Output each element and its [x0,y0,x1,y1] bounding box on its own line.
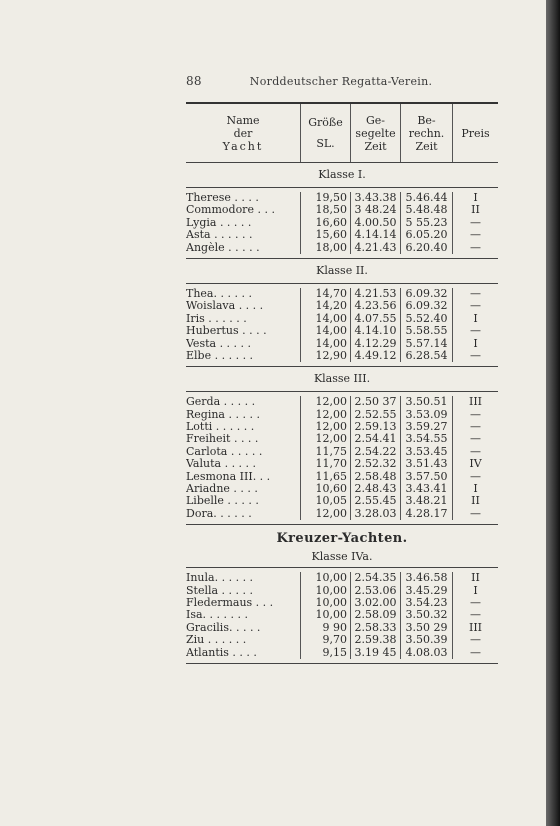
size-cell: 9,70 [300,634,350,646]
results-table [186,102,498,664]
corrected-time: 3.53.09 [400,409,452,421]
sailed-time: 2.59.38 [350,634,400,646]
prize: — [452,471,498,483]
table-row [186,471,498,483]
running-header [186,74,506,88]
prize: III [452,622,498,634]
corrected-time: 3.43.41 [400,483,452,495]
yacht-name: Lesmona III. . . [186,470,271,483]
table-row [186,229,498,241]
yacht-name: Isa. . . . . . . [186,609,249,622]
size-cell: 9,15 [300,647,350,659]
size-cell: 12,00 [300,433,350,445]
yacht-name: Thea. . . . . . [186,287,252,300]
yacht-name: Carlota . . . . . [186,445,263,458]
yacht-name: Atlantis . . . . [186,646,257,659]
table-row [186,350,498,362]
prize: II [452,495,498,507]
sailed-time: 4.12.29 [350,338,400,350]
size-cell: 16,60 [300,217,350,229]
corrected-time: 3.50.51 [400,396,452,408]
header-segelte-zeit: Ge- segelte Zeit [350,104,400,162]
table-body [186,163,498,664]
yacht-name: Asta . . . . . . [186,229,253,242]
corrected-time: 3.51.43 [400,458,452,470]
size-cell: 14,20 [300,300,350,312]
corrected-time: 3.50.39 [400,634,452,646]
table-row [186,242,498,254]
corrected-time: 3.48.21 [400,495,452,507]
corrected-time: 4.08.03 [400,647,452,659]
table-row [186,325,498,337]
size-cell: 11,70 [300,458,350,470]
prize: II [452,204,498,216]
table-row [186,217,498,229]
section-rows [186,188,498,258]
prize: — [452,288,498,300]
sailed-time: 2.55.45 [350,495,400,507]
table-row [186,421,498,433]
prize: I [452,483,498,495]
yacht-name: Therese . . . . [186,192,259,204]
sailed-time: 4.14.10 [350,325,400,337]
table-row [186,572,498,584]
prize: — [452,350,498,362]
size-cell: 12,90 [300,350,350,362]
section-rule [186,524,498,525]
prize: — [452,421,498,433]
sailed-time: 4.23.56 [350,300,400,312]
section-rule [186,663,498,664]
size-cell: 10,00 [300,597,350,609]
corrected-time: 5.52.40 [400,313,452,325]
sailed-time: 2.54.22 [350,446,400,458]
table-row [186,597,498,609]
prize: I [452,585,498,597]
table-row [186,338,498,350]
corrected-time: 3.46.58 [400,572,452,584]
size-cell: 14,00 [300,325,350,337]
sailed-time: 2.48.43 [350,483,400,495]
prize: — [452,609,498,621]
corrected-time: 6.09.32 [400,288,452,300]
page-number: 88 [186,74,202,88]
table-row [186,409,498,421]
prize: — [452,325,498,337]
corrected-time: 5.48.48 [400,204,452,216]
binding-shadow [546,0,560,826]
prize: — [452,634,498,646]
corrected-time: 5 55.23 [400,217,452,229]
section-rows [186,284,498,366]
size-cell: 10,05 [300,495,350,507]
sailed-time: 2.50 37 [350,396,400,408]
sailed-time: 2.58.48 [350,471,400,483]
table-row [186,483,498,495]
table-row [186,458,498,470]
section-rows [186,392,498,524]
table-row [186,192,498,204]
sailed-time: 3.02.00 [350,597,400,609]
size-cell: 11,75 [300,446,350,458]
yacht-name: Inula. . . . . . [186,572,254,585]
sailed-time: 2.54.35 [350,572,400,584]
size-cell: 10,00 [300,585,350,597]
prize: I [452,338,498,350]
table-row [186,585,498,597]
corrected-time: 3.59.27 [400,421,452,433]
prize: — [452,508,498,520]
table-row [186,396,498,408]
yacht-name: Angèle . . . . . [186,241,260,254]
running-title: Norddeutscher Regatta-Verein. [249,75,433,88]
header-berechnete-zeit: Be- rechn. Zeit [400,104,452,162]
yacht-name: Vesta . . . . . [186,337,252,350]
section-heading: Kreuzer-Yachten. [276,531,408,547]
yacht-name: Woislava . . . . [186,300,264,313]
yacht-name: Lygia . . . . . [186,216,252,229]
table-row [186,288,498,300]
table-row [186,508,498,520]
header-size: Größe SL. [300,104,350,162]
size-cell: 14,70 [300,288,350,300]
section-title: Klasse IVa. [311,550,373,564]
size-cell: 11,65 [300,471,350,483]
sailed-time: 2.52.55 [350,409,400,421]
yacht-name: Dora. . . . . . [186,507,252,520]
table-row [186,647,498,659]
corrected-time: 3.54.23 [400,597,452,609]
corrected-time: 3.50 29 [400,622,452,634]
corrected-time: 6.28.54 [400,350,452,362]
yacht-name: Ariadne . . . . [186,483,258,496]
sailed-time: 4.14.14 [350,229,400,241]
header-preis: Preis [452,104,498,162]
size-cell: 18,50 [300,204,350,216]
sailed-time: 2.52.32 [350,458,400,470]
prize: — [452,433,498,445]
sailed-time: 4.21.43 [350,242,400,254]
yacht-name: Stella . . . . . [186,584,254,597]
size-cell: 18,00 [300,242,350,254]
prize: — [452,242,498,254]
yacht-name: Hubertus . . . . [186,325,267,338]
table-row [186,609,498,621]
size-cell: 12,00 [300,396,350,408]
table-row [186,313,498,325]
size-cell: 12,00 [300,508,350,520]
table-row [186,622,498,634]
yacht-name: Elbe . . . . . . [186,349,254,362]
sailed-time: 3.19 45 [350,647,400,659]
size-cell: 12,00 [300,421,350,433]
table-header-row [186,104,498,162]
corrected-time: 3.57.50 [400,471,452,483]
yacht-name: Regina . . . . . [186,408,260,421]
table-row [186,495,498,507]
size-cell: 10,00 [300,572,350,584]
section-title: Klasse I. [318,168,366,181]
corrected-time: 5.57.14 [400,338,452,350]
corrected-time: 5.46.44 [400,192,452,204]
sailed-time: 3.43.38 [350,192,400,204]
sailed-time: 2.58.09 [350,609,400,621]
sailed-time: 2.59.13 [350,421,400,433]
sailed-time: 2.54.41 [350,433,400,445]
size-cell: 10,00 [300,609,350,621]
size-cell: 19,50 [300,192,350,204]
table-row [186,300,498,312]
corrected-time: 6.20.40 [400,242,452,254]
size-cell: 10,60 [300,483,350,495]
corrected-time: 5.58.55 [400,325,452,337]
prize: IV [452,458,498,470]
yacht-name: Commodore . . . [186,204,275,217]
prize: — [452,229,498,241]
yacht-name: Lotti . . . . . . [186,421,255,434]
section-title: Klasse III. [313,372,371,386]
table-row [186,446,498,458]
yacht-name: Valuta . . . . . [186,458,257,471]
size-cell: 14,00 [300,338,350,350]
sailed-time: 2.53.06 [350,585,400,597]
corrected-time: 3.54.55 [400,433,452,445]
prize: II [452,572,498,584]
prize: — [452,647,498,659]
table-row [186,634,498,646]
corrected-time: 6.05.20 [400,229,452,241]
corrected-time: 3.45.29 [400,585,452,597]
table-row [186,204,498,216]
size-cell: 9 90 [300,622,350,634]
section-rows [186,568,498,663]
corrected-time: 3.50.32 [400,609,452,621]
prize: — [452,409,498,421]
sailed-time: 2.58.33 [350,622,400,634]
sailed-time: 3.28.03 [350,508,400,520]
yacht-name: Libelle . . . . . [186,495,259,508]
yacht-name: Freiheit . . . . [186,433,259,446]
prize: III [452,396,498,408]
size-cell: 15,60 [300,229,350,241]
yacht-name: Ziu . . . . . . [186,634,247,647]
prize: — [452,597,498,609]
section-title: Klasse II. [316,263,368,277]
prize: I [452,192,498,204]
yacht-name: Iris . . . . . . [186,312,247,325]
corrected-time: 6.09.32 [400,300,452,312]
size-cell: 14,00 [300,313,350,325]
sailed-time: 4.00.50 [350,217,400,229]
corrected-time: 3.53.45 [400,446,452,458]
table-row [186,433,498,445]
sailed-time: 4.07.55 [350,313,400,325]
yacht-name: Fledermaus . . . [186,596,274,609]
yacht-name: Gerda . . . . . [186,396,256,409]
prize: — [452,446,498,458]
prize: I [452,313,498,325]
size-cell: 12,00 [300,409,350,421]
yacht-name: Gracilis. . . . . [186,621,261,634]
sailed-time: 3 48.24 [350,204,400,216]
sailed-time: 4.49.12 [350,350,400,362]
corrected-time: 4.28.17 [400,508,452,520]
header-name: Name der Yacht [222,113,264,153]
prize: — [452,217,498,229]
sailed-time: 4.21.53 [350,288,400,300]
prize: — [452,300,498,312]
